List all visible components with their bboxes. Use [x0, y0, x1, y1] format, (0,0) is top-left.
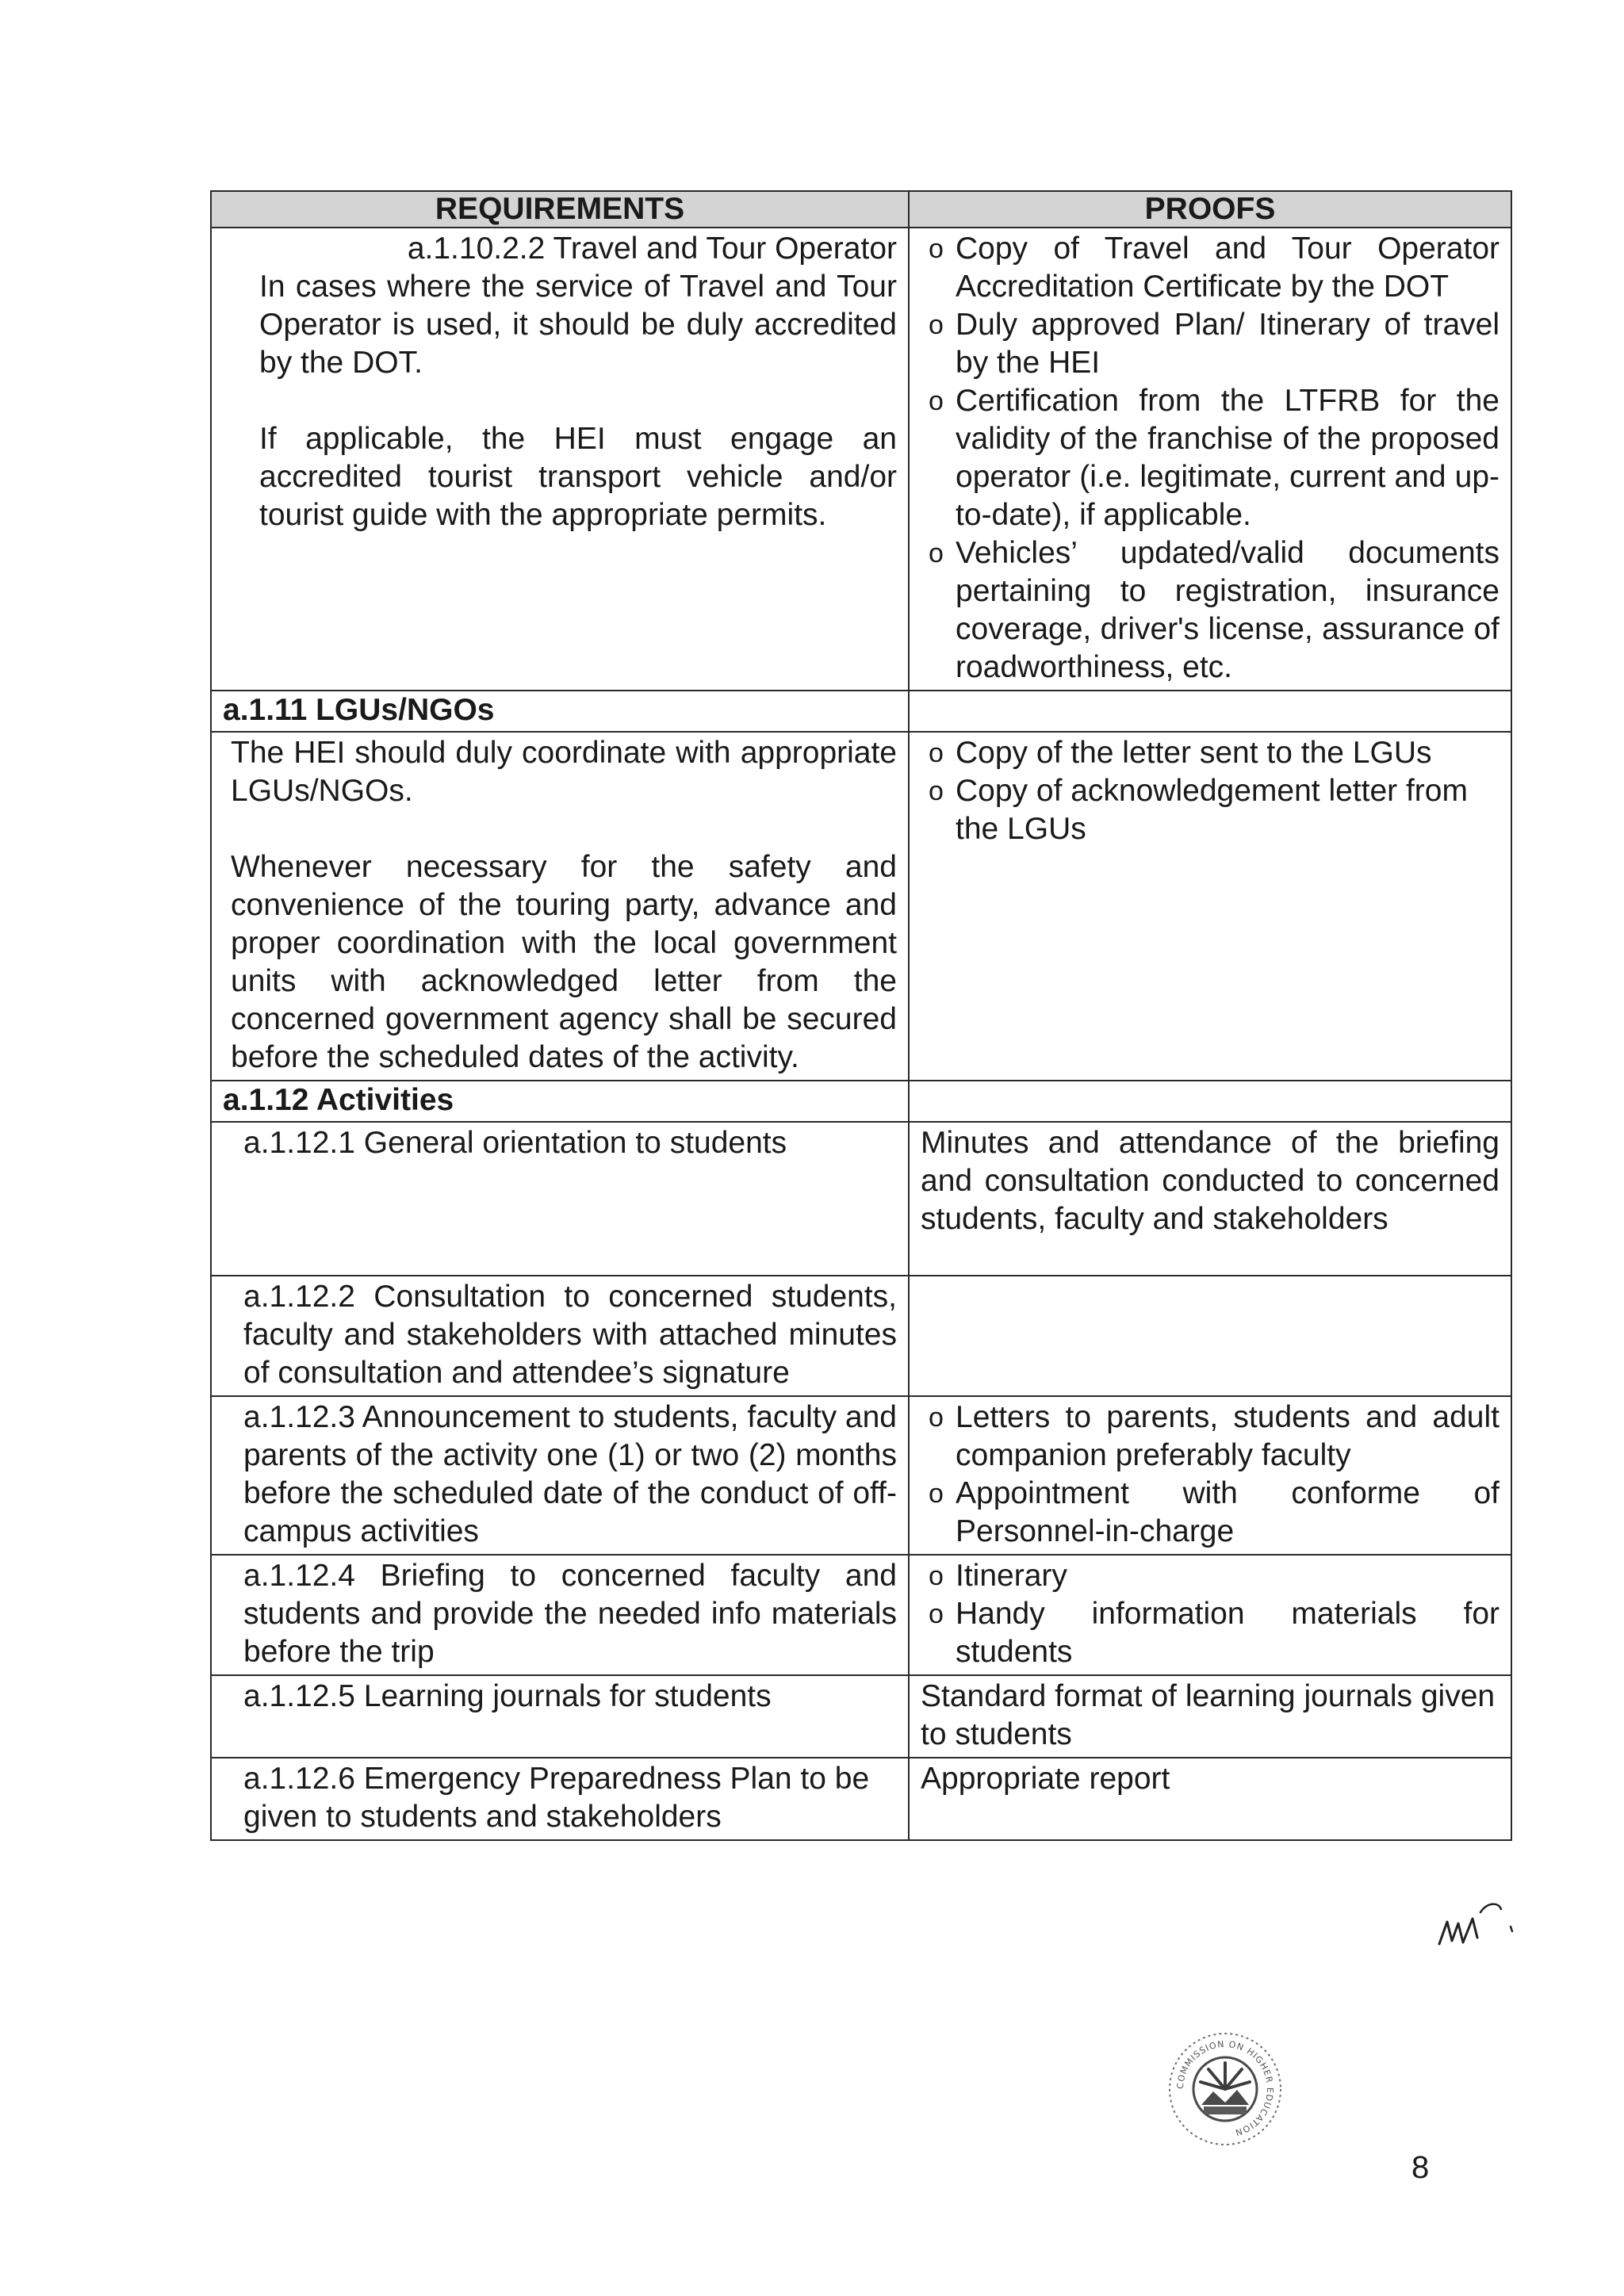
proof-item: o Copy of the letter sent to the LGUs	[929, 734, 1500, 772]
proof-item: o Copy of acknowledgement letter from the LGUs	[929, 772, 1500, 848]
proof-list	[929, 1399, 1500, 1551]
proof-item: o Itinerary	[929, 1557, 1500, 1595]
requirements-header: REQUIREMENTS	[211, 191, 909, 228]
table-row	[211, 1675, 1511, 1758]
requirement-cell: a.1.12.3 Announcement to students, faculty and parents of the activity one (1) or two (2) months before the scheduled date of the conduct of off-campus activities	[211, 1396, 909, 1555]
section-title: a.1.12 Activities	[211, 1081, 909, 1122]
table-row	[211, 1396, 1511, 1555]
table-row	[211, 228, 1511, 691]
proof-cell	[909, 1276, 1511, 1396]
requirement-text: Whenever necessary for the safety and convenience of the touring party, advance and proper coordination with the local government units with acknowledged letter from the concerned government agency shall be secured before the scheduled dates of the activity.	[231, 850, 897, 1074]
empty-cell	[909, 691, 1511, 732]
requirement-cell: a.1.12.2 Consultation to concerned students, faculty and stakeholders with attached minutes of consultation and attendee’s signature	[211, 1276, 909, 1396]
proof-item: o Certification from the LTFRB for the validity of the franchise of the proposed operator (i.e. legitimate, current and up- to-date), if applicable.	[929, 382, 1500, 534]
proof-list	[929, 1557, 1500, 1671]
proof-cell: Minutes and attendance of the briefing and consultation conducted to concerned students, faculty and stakeholders	[909, 1122, 1511, 1276]
proof-item: o Handy information materials for students	[929, 1595, 1500, 1671]
table-row	[211, 1758, 1511, 1840]
proofs-header: PROOFS	[909, 191, 1511, 228]
section-row	[211, 691, 1511, 732]
requirement-cell	[211, 732, 909, 1081]
proof-cell	[909, 228, 1511, 691]
requirement-text: If applicable, the HEI must engage an accredited tourist transport vehicle and/or tourist guide with the appropriate permits.	[259, 422, 897, 532]
requirement-text: In cases where the service of Travel and Tour Operator is used, it should be duly accredited by the DOT.	[259, 270, 897, 380]
section-row	[211, 1081, 1511, 1122]
ched-seal	[1166, 2030, 1285, 2149]
proof-item: o Copy of Travel and Tour Operator Accreditation Certificate by the DOT	[929, 230, 1500, 306]
proof-item: o Letters to parents, students and adult companion preferably faculty	[929, 1399, 1500, 1475]
proof-cell	[909, 732, 1511, 1081]
proof-cell: Standard format of learning journals given to students	[909, 1675, 1511, 1758]
proof-cell: Appropriate report	[909, 1758, 1511, 1840]
requirement-text: The HEI should duly coordinate with appropriate LGUs/NGOs.	[231, 736, 897, 808]
proof-cell	[909, 1555, 1511, 1675]
table-header-row	[211, 191, 1511, 228]
table-row	[211, 1555, 1511, 1675]
requirement-cell: a.1.12.6 Emergency Preparedness Plan to be given to students and stakeholders	[211, 1758, 909, 1840]
proof-item: o Appointment with conforme of Personnel-in-charge	[929, 1475, 1500, 1551]
requirement-title: a.1.10.2.2 Travel and Tour Operator	[407, 232, 897, 266]
proof-item: o Duly approved Plan/ Itinerary of travel by the HEI	[929, 306, 1500, 382]
table-row	[211, 1122, 1511, 1276]
requirement-cell	[211, 228, 909, 691]
empty-cell	[909, 1081, 1511, 1122]
table-row	[211, 1276, 1511, 1396]
section-title: a.1.11 LGUs/NGOs	[211, 691, 909, 732]
page-number: 8	[1411, 2150, 1430, 2185]
proof-item: o Vehicles’ updated/valid documents pertaining to registration, insurance coverage, driver's license, assurance of roadworthiness, etc.	[929, 534, 1500, 687]
seal-text: COMMISSION ON HIGHER EDUCATION	[1174, 2038, 1276, 2138]
proof-list	[929, 230, 1500, 687]
requirements-table	[210, 190, 1512, 1841]
table-row	[211, 732, 1511, 1081]
requirement-cell: a.1.12.4 Briefing to concerned faculty and students and provide the needed info materials before the trip	[211, 1555, 909, 1675]
requirement-cell: a.1.12.5 Learning journals for students	[211, 1675, 909, 1758]
proof-list	[929, 734, 1500, 848]
requirement-cell: a.1.12.1 General orientation to students	[211, 1122, 909, 1276]
proof-cell	[909, 1396, 1511, 1555]
handwritten-initials	[1431, 1895, 1519, 1958]
